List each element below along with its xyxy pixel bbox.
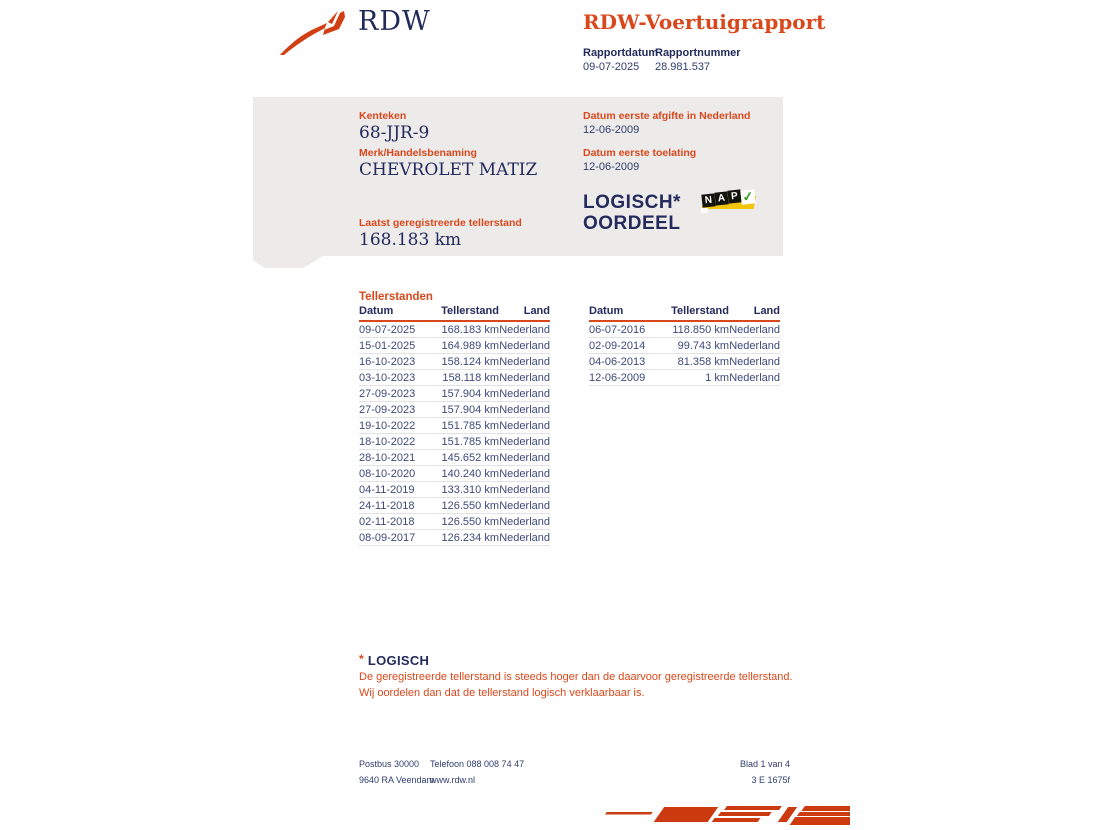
table-cell: 04-06-2013 [589,355,646,368]
table-cell: 02-09-2014 [589,339,646,352]
table-cell: Nederland [499,467,550,480]
laatste-tellerstand-label: Laatst geregistreerde tellerstand [359,217,522,229]
table-cell: 19-10-2022 [359,419,416,432]
table-cell: Nederland [499,499,550,512]
col-tellerstand: Tellerstand [441,305,499,317]
table-cell: 126.550 km [441,499,499,512]
table-cell: Nederland [499,435,550,448]
nap-letter-p: P [727,189,741,203]
footer-page-number: Blad 1 van 4 [739,759,790,769]
col-datum: Datum [359,305,394,317]
table-cell: Nederland [729,339,780,352]
merk-value: CHEVROLET MATIZ [359,160,538,180]
rdw-wordmark: RDW [358,6,431,37]
nap-letter-n: N [701,193,715,207]
table-row [359,514,550,530]
logisch-note-heading [359,652,429,668]
table-row [359,418,550,434]
laatste-tellerstand-value: 168.183 km [359,230,462,250]
table-cell: 126.550 km [441,515,499,528]
table-row [589,370,780,386]
col-tellerstand: Tellerstand [671,305,729,317]
tellerstanden-table-left [359,305,550,546]
table-cell: Nederland [499,403,550,416]
toelating-label: Datum eerste toelating [583,147,697,159]
table-cell: Nederland [499,419,550,432]
footer-address-line1: Postbus 30000 [359,759,420,769]
table-cell: Nederland [499,323,550,336]
table-cell: 12-06-2009 [589,371,646,384]
table-row [359,322,550,338]
table-cell: 164.989 km [441,339,499,352]
table-cell: Nederland [499,451,550,464]
rapportnummer-value: 28.981.537 [655,61,711,73]
toelating-value: 12-06-2009 [583,161,640,173]
table-row [359,434,550,450]
kenteken-label: Kenteken [359,110,407,122]
table-cell: 08-10-2020 [359,467,416,480]
table-row [359,498,550,514]
table-row [359,354,550,370]
table-header [359,305,550,322]
footer-phone: Telefoon 088 008 74 47 [430,759,525,769]
table-cell: 145.652 km [441,451,499,464]
table-row [359,370,550,386]
table-cell: 168.183 km [441,323,499,336]
table-cell: Nederland [729,355,780,368]
table-cell: 157.904 km [441,403,499,416]
table-cell: 15-01-2025 [359,339,416,352]
bottom-speed-stripes-graphic [595,803,850,825]
oordeel-line2: OORDEEL [583,213,681,234]
note-heading-text: LOGISCH [367,653,430,668]
table-cell: Nederland [729,371,780,384]
table-row [359,338,550,354]
tellerstanden-table-right [589,305,780,386]
note-asterisk: * [359,652,364,666]
afgifte-value: 12-06-2009 [583,124,640,136]
table-cell: 158.118 km [442,371,499,384]
table-cell: 03-10-2023 [359,371,416,384]
table-cell: Nederland [499,483,550,496]
table-cell: 02-11-2018 [359,515,415,528]
table-row [359,482,550,498]
table-cell: Nederland [499,387,550,400]
table-row [589,354,780,370]
page-title: RDW-Voertuigrapport [583,10,826,34]
logisch-note-text: De geregistreerde tellerstand is steeds hoger dan de daarvoor geregistreerde tellerstand. Wij oordelen dan dat de tellerstand logisch verklaarbaar is. [359,671,793,699]
table-row [359,450,550,466]
table-cell: 08-09-2017 [359,531,416,544]
table-cell: 28-10-2021 [359,451,416,464]
table-row [359,466,550,482]
table-cell: 24-11-2018 [359,499,415,512]
oordeel-line1: LOGISCH* [583,192,681,213]
table-cell: 18-10-2022 [359,435,416,448]
table-cell: 16-10-2023 [359,355,416,368]
table-row [589,322,780,338]
footer-address-line2: 9640 RA Veendam [359,775,435,785]
footer-doc-code: 3 E 1675f [751,775,790,785]
col-datum: Datum [589,305,624,317]
table-cell: Nederland [499,371,550,384]
table-row [359,530,550,546]
table-cell: 118.850 km [672,323,729,336]
table-cell: 27-09-2023 [359,403,416,416]
oordeel-text [583,192,681,234]
table-cell: 158.124 km [441,355,499,368]
table-cell: Nederland [499,515,550,528]
table-cell: Nederland [499,355,550,368]
nap-logo-icon [699,188,757,214]
table-cell: Nederland [499,531,550,544]
rdw-wing-logo-icon [278,8,348,58]
table-cell: 1 km [705,371,729,384]
table-cell: 151.785 km [441,419,499,432]
rapportdatum-label: Rapportdatum [583,47,659,59]
kenteken-value: 68-JJR-9 [359,123,430,143]
footer-website: www.rdw.nl [430,775,476,785]
afgifte-label: Datum eerste afgifte in Nederland [583,110,751,122]
table-cell: Nederland [729,323,780,336]
table-cell: 157.904 km [441,387,499,400]
table-row [359,402,550,418]
nap-letter-a: A [714,191,728,205]
table-cell: 06-07-2016 [589,323,646,336]
table-header [589,305,780,322]
nap-checkmark-icon: ✓ [741,188,755,205]
table-cell: 99.743 km [677,339,729,352]
table-row [359,386,550,402]
table-cell: 151.785 km [441,435,499,448]
table-cell: 133.310 km [441,483,499,496]
rapportdatum-value: 09-07-2025 [583,61,640,73]
table-cell: 140.240 km [441,467,499,480]
col-land: Land [523,305,550,317]
table-cell: 81.358 km [677,355,729,368]
table-cell: 09-07-2025 [359,323,416,336]
vehicle-summary-box-tab [253,256,323,268]
table-row [589,338,780,354]
col-land: Land [753,305,780,317]
table-cell: 27-09-2023 [359,387,416,400]
tellerstanden-section-title: Tellerstanden [359,291,433,303]
nap-white-foot [701,208,708,213]
table-cell: 04-11-2019 [359,483,415,496]
merk-label: Merk/Handelsbenaming [359,147,477,159]
table-cell: Nederland [499,339,550,352]
table-cell: 126.234 km [441,531,499,544]
rapportnummer-label: Rapportnummer [655,47,741,59]
